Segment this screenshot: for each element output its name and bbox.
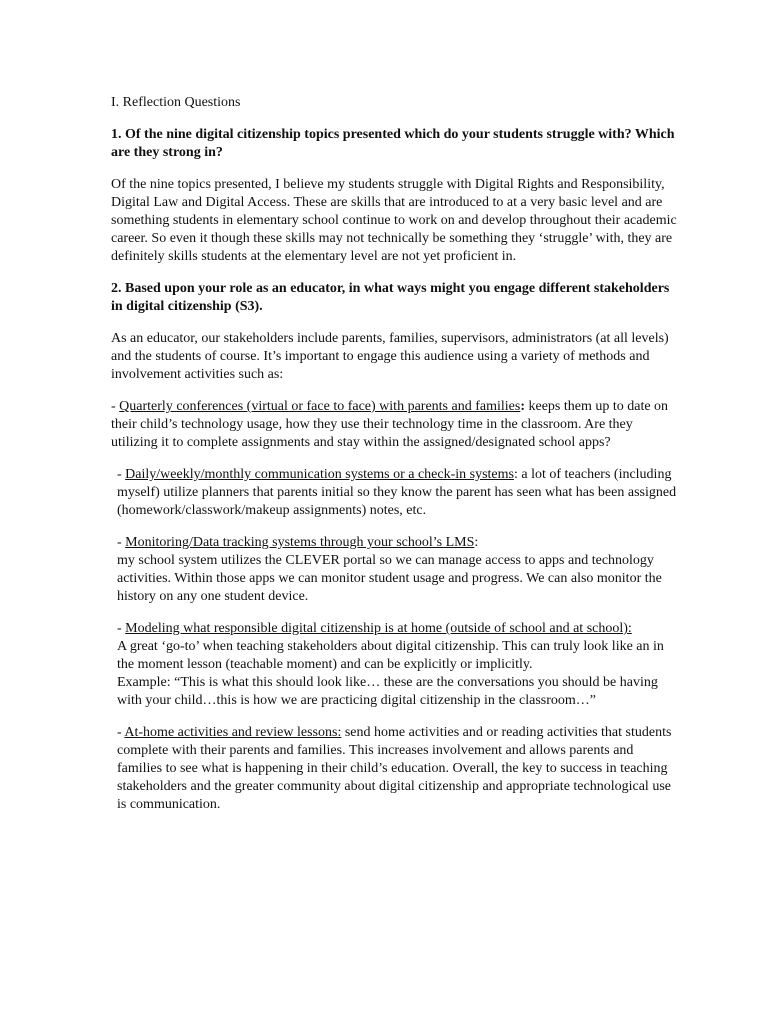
item-dash: - [117, 535, 126, 550]
question-2: 2. Based upon your role as an educator, in what ways might you engage different stakeholders in digital citizenship (S3). [111, 281, 670, 314]
answer-2-intro: As an educator, our stakeholders include parents, families, supervisors, administrators (at all levels) and the students of course. It’s important to engage this audience using a variety of methods and involvement activities such as: [111, 331, 669, 382]
item-dash: - [117, 725, 125, 740]
item-heading: At-home activities and review lessons: [124, 725, 342, 740]
list-item-at-home-activities [111, 724, 677, 814]
item-text: A great ‘go-to’ when teaching stakeholders about digital citizenship. This can truly look like an in the moment lesson (teachable moment) and can be explicitly or implicitly. [117, 639, 664, 672]
item-colon: : [514, 467, 518, 482]
list-item-modeling [111, 620, 677, 710]
list-item-quarterly-conferences [111, 398, 677, 452]
question-1: 1. Of the nine digital citizenship topics presented which do your students struggle with? Which are they strong in? [111, 127, 675, 160]
item-colon: : [474, 535, 479, 550]
answer-1: Of the nine topics presented, I believe my students struggle with Digital Rights and Responsibility, Digital Law and Digital Access. These are skills that are introduced to at a very basic level and are something students in elementary school continue to work on and develop throughout their academic career. So even it though these skills may not technically be something they ‘struggle’ with, they are definitely skills students at the elementary level are not yet proficient in. [111, 177, 677, 264]
item-dash: - [111, 399, 120, 414]
item-colon: : [520, 399, 525, 414]
section-title: I. Reflection Questions [111, 95, 241, 110]
list-item-communication-systems [111, 466, 677, 520]
item-heading: Monitoring/Data tracking systems through your school’s LMS [125, 535, 475, 550]
item-text: send home activities and or reading activities that students complete with their parents and families. This increases involvement and allows parents and families to see what is happening in their child’s education. Overall, the key to success in teaching stakeholders and the greater community about digital citizenship and appropriate technological use is communication. [117, 725, 672, 812]
item-heading: Quarterly conferences (virtual or face to face) with parents and families [119, 399, 521, 414]
item-text: a lot of teachers (including myself) utilize planners that parents initial so they know the parent has seen what has been assigned (homework/classwork/makeup assignments) notes, etc. [117, 467, 677, 518]
item-heading: Daily/weekly/monthly communication systems or a check-in systems [125, 467, 514, 482]
item-text: keeps them up to date on their child’s technology usage, how they use their technology time in the classroom. Are they utilizing it to complete assignments and stay within the assigned/designated school apps? [111, 399, 669, 450]
item-example: Example: “This is what this should look like… these are the conversations you should be having with your child…this is how we are practicing digital citizenship in the classroom…” [117, 675, 658, 708]
item-heading: Modeling what responsible digital citizenship is at home (outside of school and at school): [125, 621, 632, 636]
list-item-monitoring-systems [111, 534, 677, 606]
document-page [111, 94, 677, 828]
item-dash: - [117, 621, 126, 636]
item-text: my school system utilizes the CLEVER portal so we can manage access to apps and technology activities. Within those apps we can monitor student usage and progress. We can also monitor the history on any one student device. [117, 553, 662, 604]
item-dash: - [117, 467, 126, 482]
